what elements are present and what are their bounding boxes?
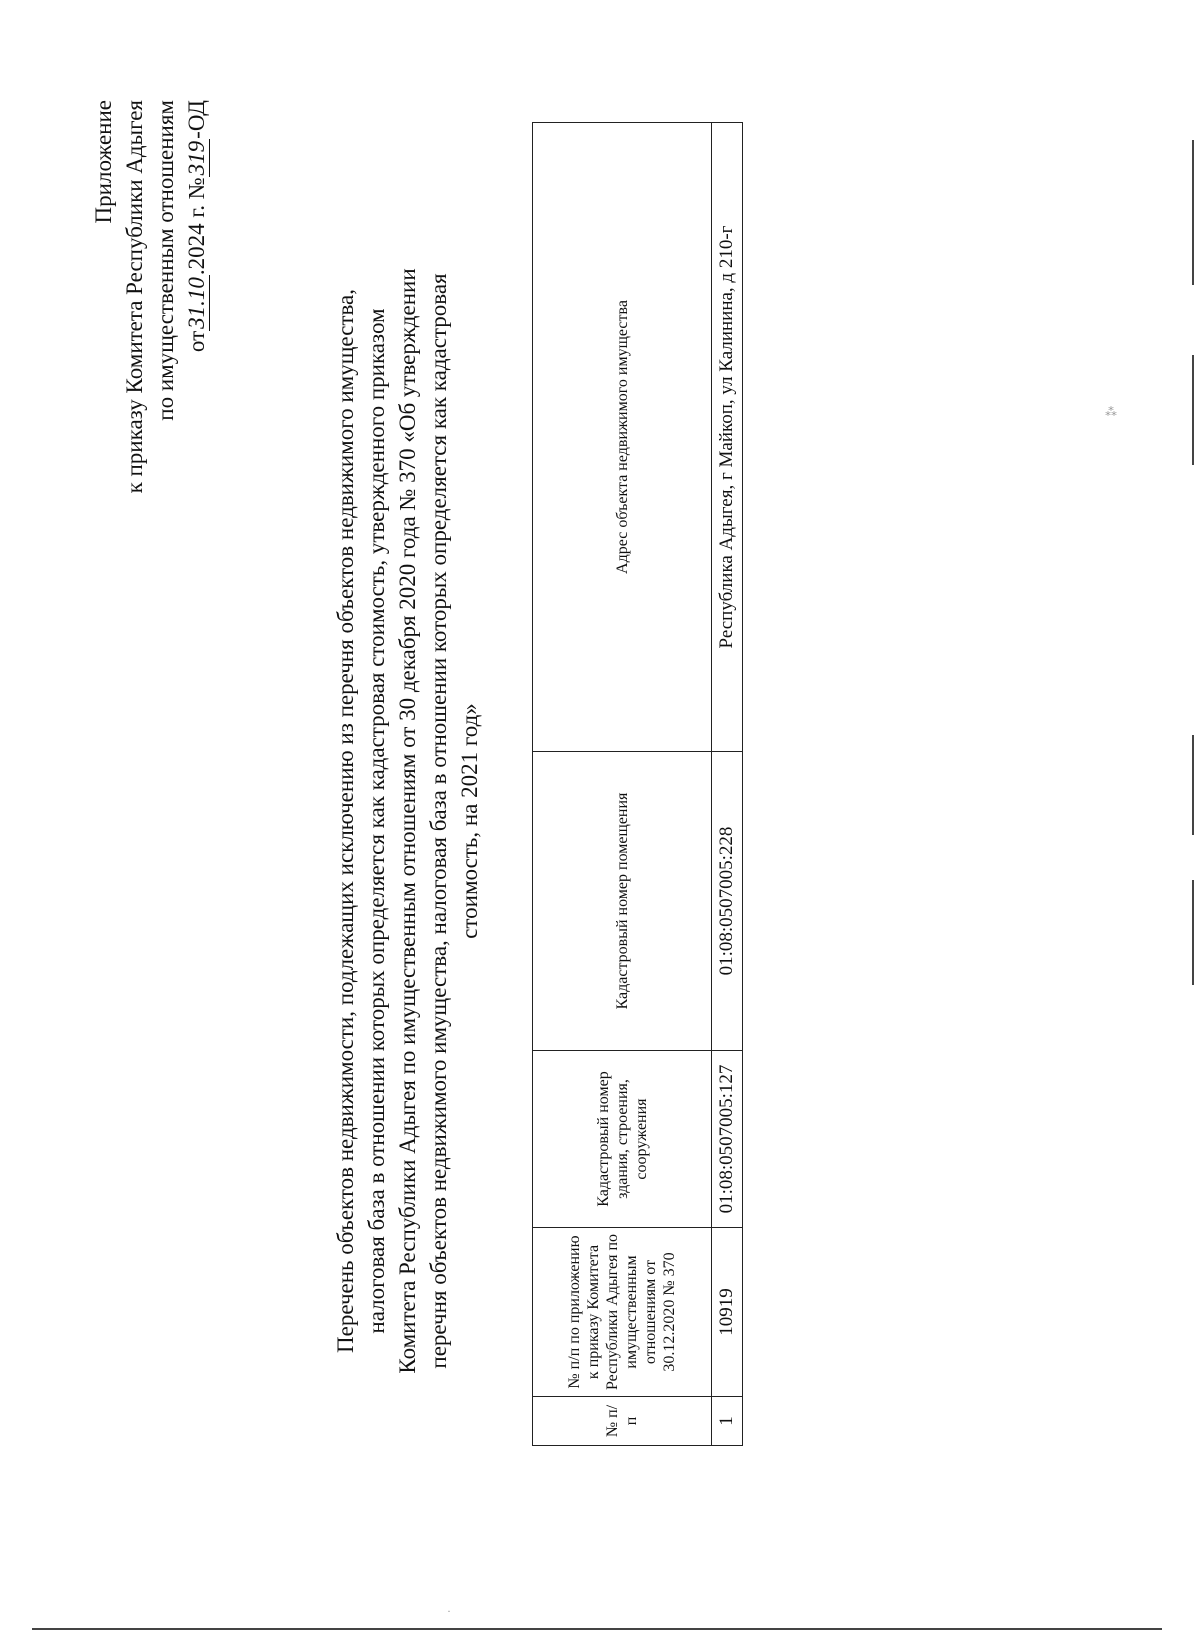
title-line-4: перечня объектов недвижимого имущества, налоговая база в отношении которых определяется как кадастровая: [426, 273, 451, 1369]
title-line-2: налоговая база в отношении которых определяется как кадастровая стоимость, утвержденного приказом: [364, 308, 389, 1334]
header-building-cadastral: Кадастровый номер здания, строения, сооружения: [533, 1051, 712, 1228]
cell-address: Республика Адыгея, г Майкоп, ул Калинина, д 210-г: [712, 123, 743, 752]
date-prefix: от: [184, 330, 209, 353]
scan-edge-line: [32, 1628, 1162, 1630]
scan-margin-mark-2: [1192, 355, 1194, 465]
title-line-5: стоимость, на 2021 год»: [457, 703, 482, 939]
cell-building-cadastral: 01:08:0507005:127: [712, 1051, 743, 1228]
scan-margin-mark-4: [1192, 880, 1194, 985]
scan-margin-mark-1: [1192, 140, 1194, 285]
handwritten-date: 31.10: [184, 277, 209, 329]
scan-speck: ⁂: [1105, 405, 1117, 419]
scan-dot: ·: [447, 1604, 451, 1618]
table-row: [712, 123, 743, 1446]
header-num: № п/п: [533, 1397, 712, 1446]
header-premises-cadastral: Кадастровый номер помещения: [533, 752, 712, 1051]
cell-premises-cadastral: 01:08:0507005:228: [712, 752, 743, 1051]
appendix-committee-ref: по имущественным отношениям: [153, 100, 178, 421]
appendix-label: Приложение: [91, 100, 116, 224]
appendix-date-number: [181, 100, 212, 493]
title-line-3: Комитета Республики Адыгея по имущественным отношениям от 30 декабря 2020 года № 370 «Об утверждении: [395, 268, 420, 1374]
objects-table: [532, 122, 743, 1446]
handwritten-number: 319: [184, 140, 209, 176]
table-header-row: [533, 123, 712, 1446]
cell-appendix-num: 10919: [712, 1228, 743, 1397]
header-appendix-num: № п/п по приложению к приказу Комитета Республики Адыгея по имущественным отношениям от 30.12.2020 № 370: [533, 1228, 712, 1397]
header-address: Адрес объекта недвижимого имущества: [533, 123, 712, 752]
number-suffix: -ОД: [184, 100, 209, 139]
appendix-order-ref: к приказу Комитета Республики Адыгея: [122, 100, 147, 494]
date-suffix: .2024 г. №: [184, 177, 209, 276]
document-title: [330, 206, 485, 1436]
cell-num: 1: [712, 1397, 743, 1446]
title-line-1: Перечень объектов недвижимости, подлежащих исключению из перечня объектов недвижимого имущества,: [333, 289, 358, 1353]
scan-margin-mark-3: [1192, 735, 1194, 835]
appendix-header: [88, 100, 212, 493]
